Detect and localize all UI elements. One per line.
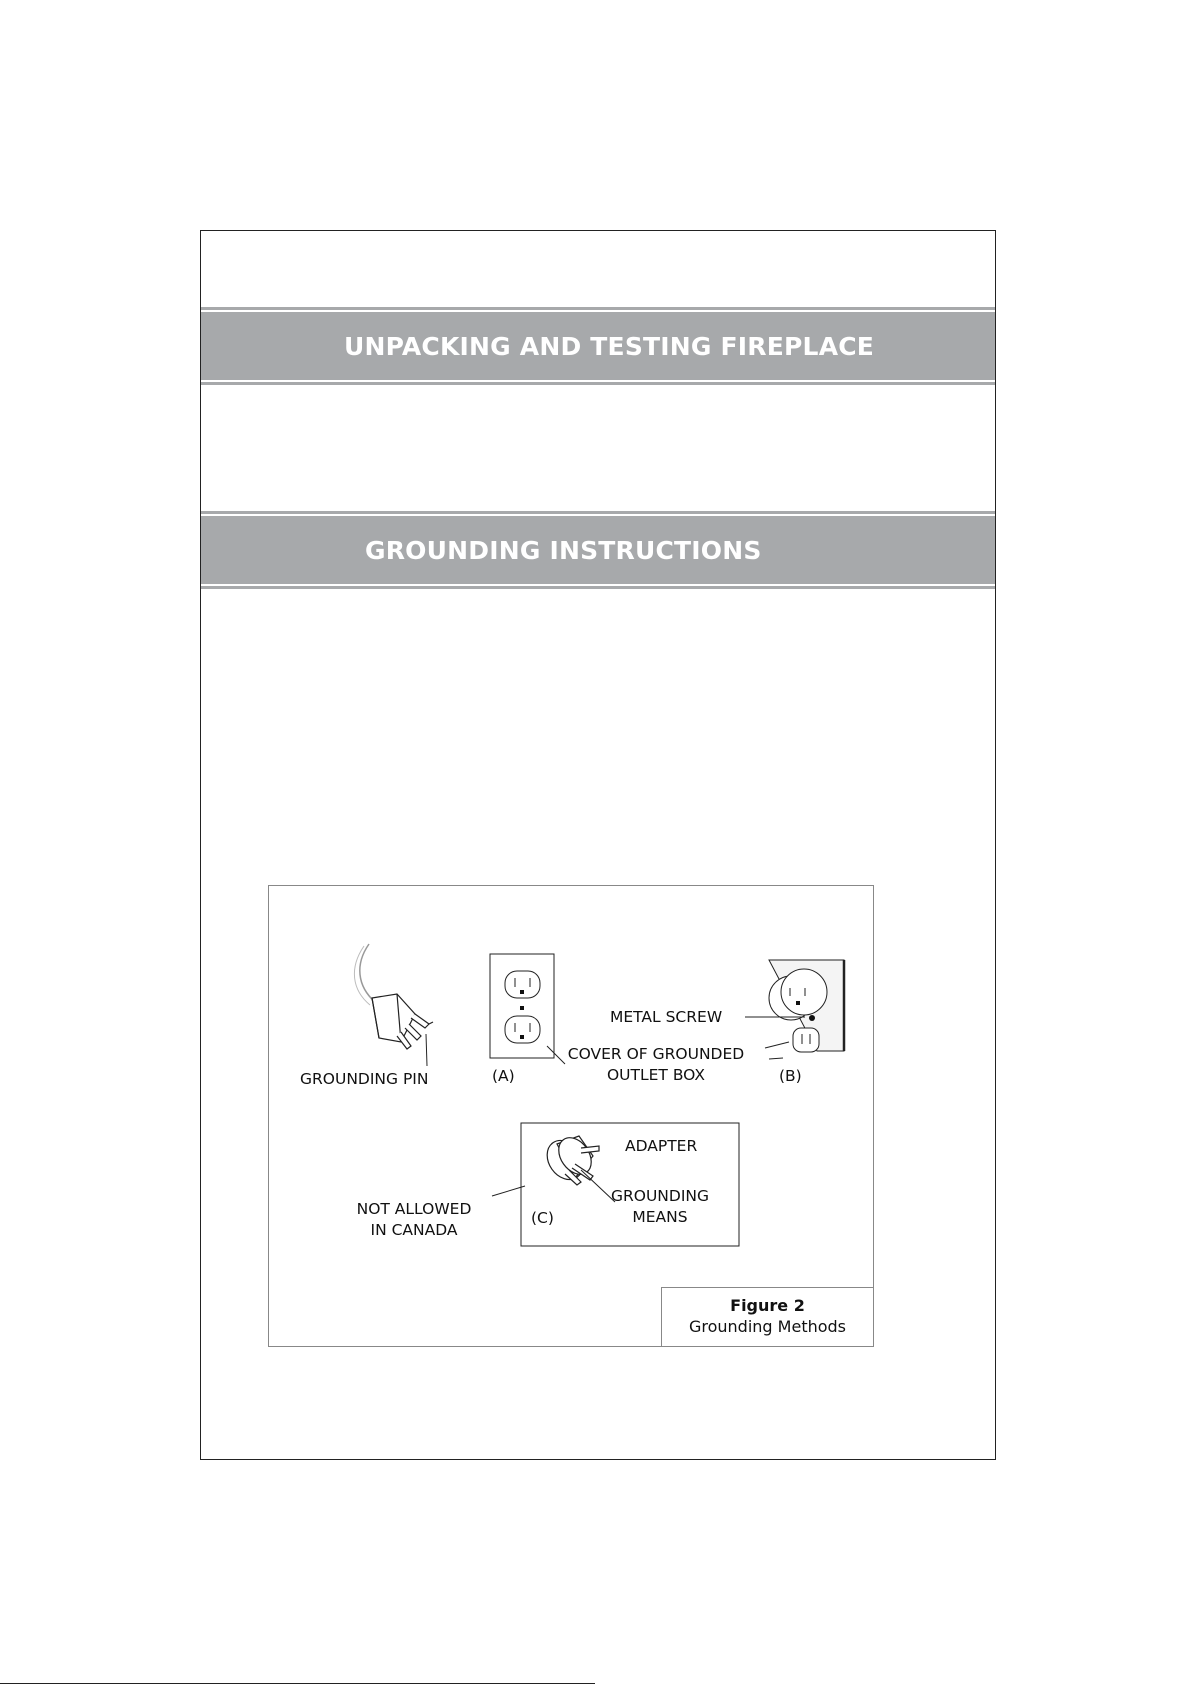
label-cover-line1: COVER OF GROUNDED — [567, 1045, 745, 1063]
grounding-figure — [268, 885, 874, 1347]
label-grounding-means-line2: MEANS — [632, 1208, 688, 1226]
label-not-allowed-line1: NOT ALLOWED — [356, 1200, 472, 1218]
section-header-grounding — [201, 514, 995, 586]
label-grounding-means-line1: GROUNDING — [610, 1187, 710, 1205]
label-cover-line2: OUTLET BOX — [606, 1066, 706, 1084]
label-not-allowed-line2: IN CANADA — [370, 1221, 458, 1239]
outlet-b-icon — [769, 960, 844, 1052]
footer-rule — [0, 1683, 595, 1684]
label-a: (A) — [492, 1067, 515, 1085]
label-grounding-pin: GROUNDING PIN — [300, 1070, 429, 1088]
section-header-unpacking — [201, 310, 995, 382]
label-adapter: ADAPTER — [625, 1137, 698, 1155]
label-metal-screw: METAL SCREW — [610, 1008, 723, 1026]
label-b: (B) — [779, 1067, 802, 1085]
plug-with-grounding-pin-icon — [354, 944, 433, 1049]
section-title-grounding: GROUNDING INSTRUCTIONS — [365, 535, 762, 565]
figure-caption-subtitle: Grounding Methods — [688, 1317, 847, 1336]
figure-caption-title: Figure 2 — [730, 1296, 805, 1315]
section-title-unpacking: UNPACKING AND TESTING FIREPLACE — [344, 331, 875, 361]
figure-caption — [661, 1287, 874, 1347]
grounding-diagram — [269, 886, 875, 1348]
outlet-a-icon — [490, 954, 554, 1058]
label-c: (C) — [531, 1209, 554, 1227]
